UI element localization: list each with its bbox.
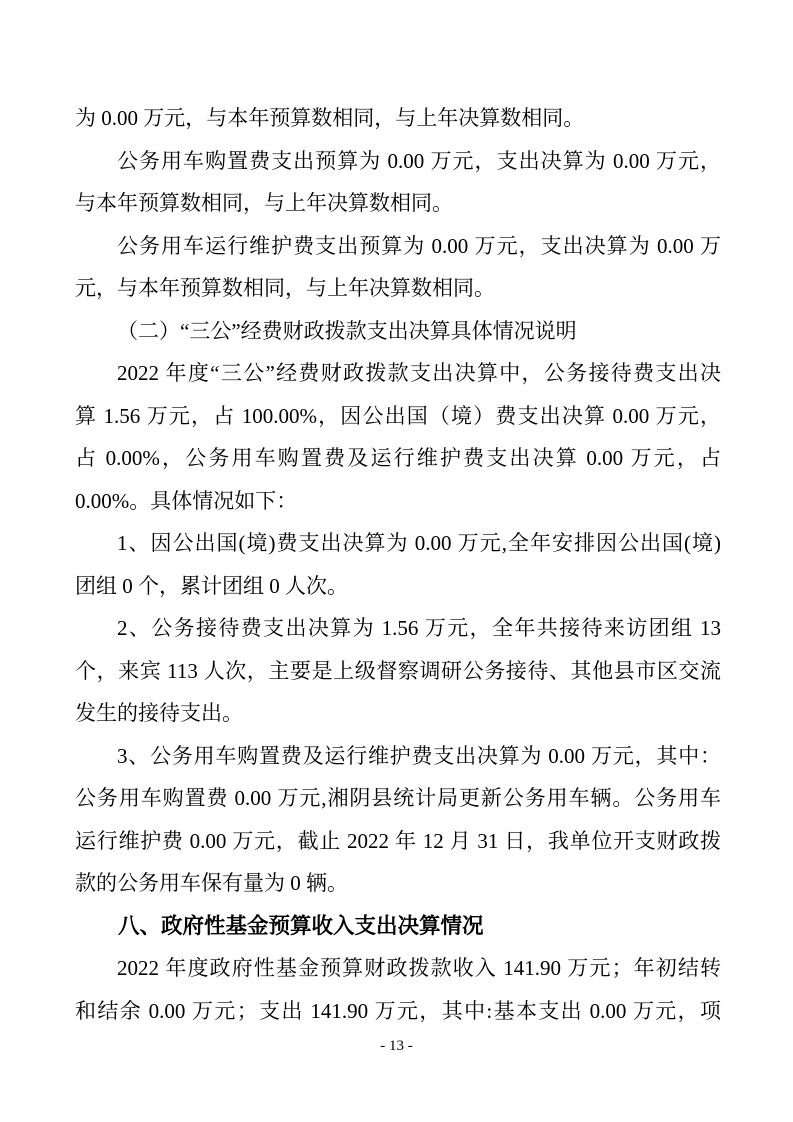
text-line: 2022 年度“三公”经费财政拨款支出决算中，公务接待费支出决 <box>117 361 721 385</box>
text-line: 算 1.56 万元，占 100.00%，因公出国（境）费支出决算 0.00 万元， <box>75 403 721 428</box>
text-line: 款的公务用车保有量为 0 辆。 <box>75 871 348 895</box>
text-line: 个，来宾 113 人次，主要是上级督察调研公务接待、其他县市区交流 <box>75 658 721 683</box>
text-line: 3、公务用车购置费及运行维护费支出决算为 0.00 万元，其中： <box>117 743 721 768</box>
page-number: - 13 - <box>380 1038 413 1054</box>
text-line: 1、因公出国(境)费支出决算为 0.00 万元,全年安排因公出国(境) <box>117 531 721 555</box>
text-line: 团组 0 个，累计团组 0 人次。 <box>75 573 348 598</box>
text-line: 元，与本年预算数相同，与上年决算数相同。 <box>75 276 495 300</box>
text-line: 为 0.00 万元，与本年预算数相同，与上年决算数相同。 <box>75 106 585 130</box>
text-line: 公务用车运行维护费支出预算为 0.00 万元，支出决算为 0.00 万 <box>117 233 721 258</box>
text-line: 运行维护费 0.00 万元，截止 2022 年 12 月 31 日，我单位开支财政拨 <box>75 828 721 853</box>
text-line: 2、公务接待费支出决算为 1.56 万元，全年共接待来访团组 13 <box>117 616 721 640</box>
text-line: 与本年预算数相同，与上年决算数相同。 <box>75 191 453 215</box>
text-line: 公务用车购置费 0.00 万元,湘阴县统计局更新公务用车辆。公务用车 <box>75 786 721 810</box>
text-line: 2022 年度政府性基金预算财政拨款收入 141.90 万元；年初结转 <box>117 956 721 980</box>
text-line: 0.00%。具体情况如下： <box>75 488 298 513</box>
text-line: 占 0.00%，公务用车购置费及运行维护费支出决算 0.00 万元，占 <box>75 446 721 470</box>
text-line: 公务用车购置费支出预算为 0.00 万元，支出决算为 0.00 万元， <box>117 148 721 173</box>
text-line: 和结余 0.00 万元；支出 141.90 万元，其中:基本支出 0.00 万元，项 <box>75 998 721 1023</box>
text-line: （二）“三公”经费财政拨款支出决算具体情况说明 <box>117 318 577 343</box>
page-footer <box>0 1036 793 1056</box>
text-line: 发生的接待支出。 <box>75 701 243 725</box>
document-body <box>75 97 721 1032</box>
section-heading: 八、政府性基金预算收入支出决算情况 <box>118 913 484 938</box>
